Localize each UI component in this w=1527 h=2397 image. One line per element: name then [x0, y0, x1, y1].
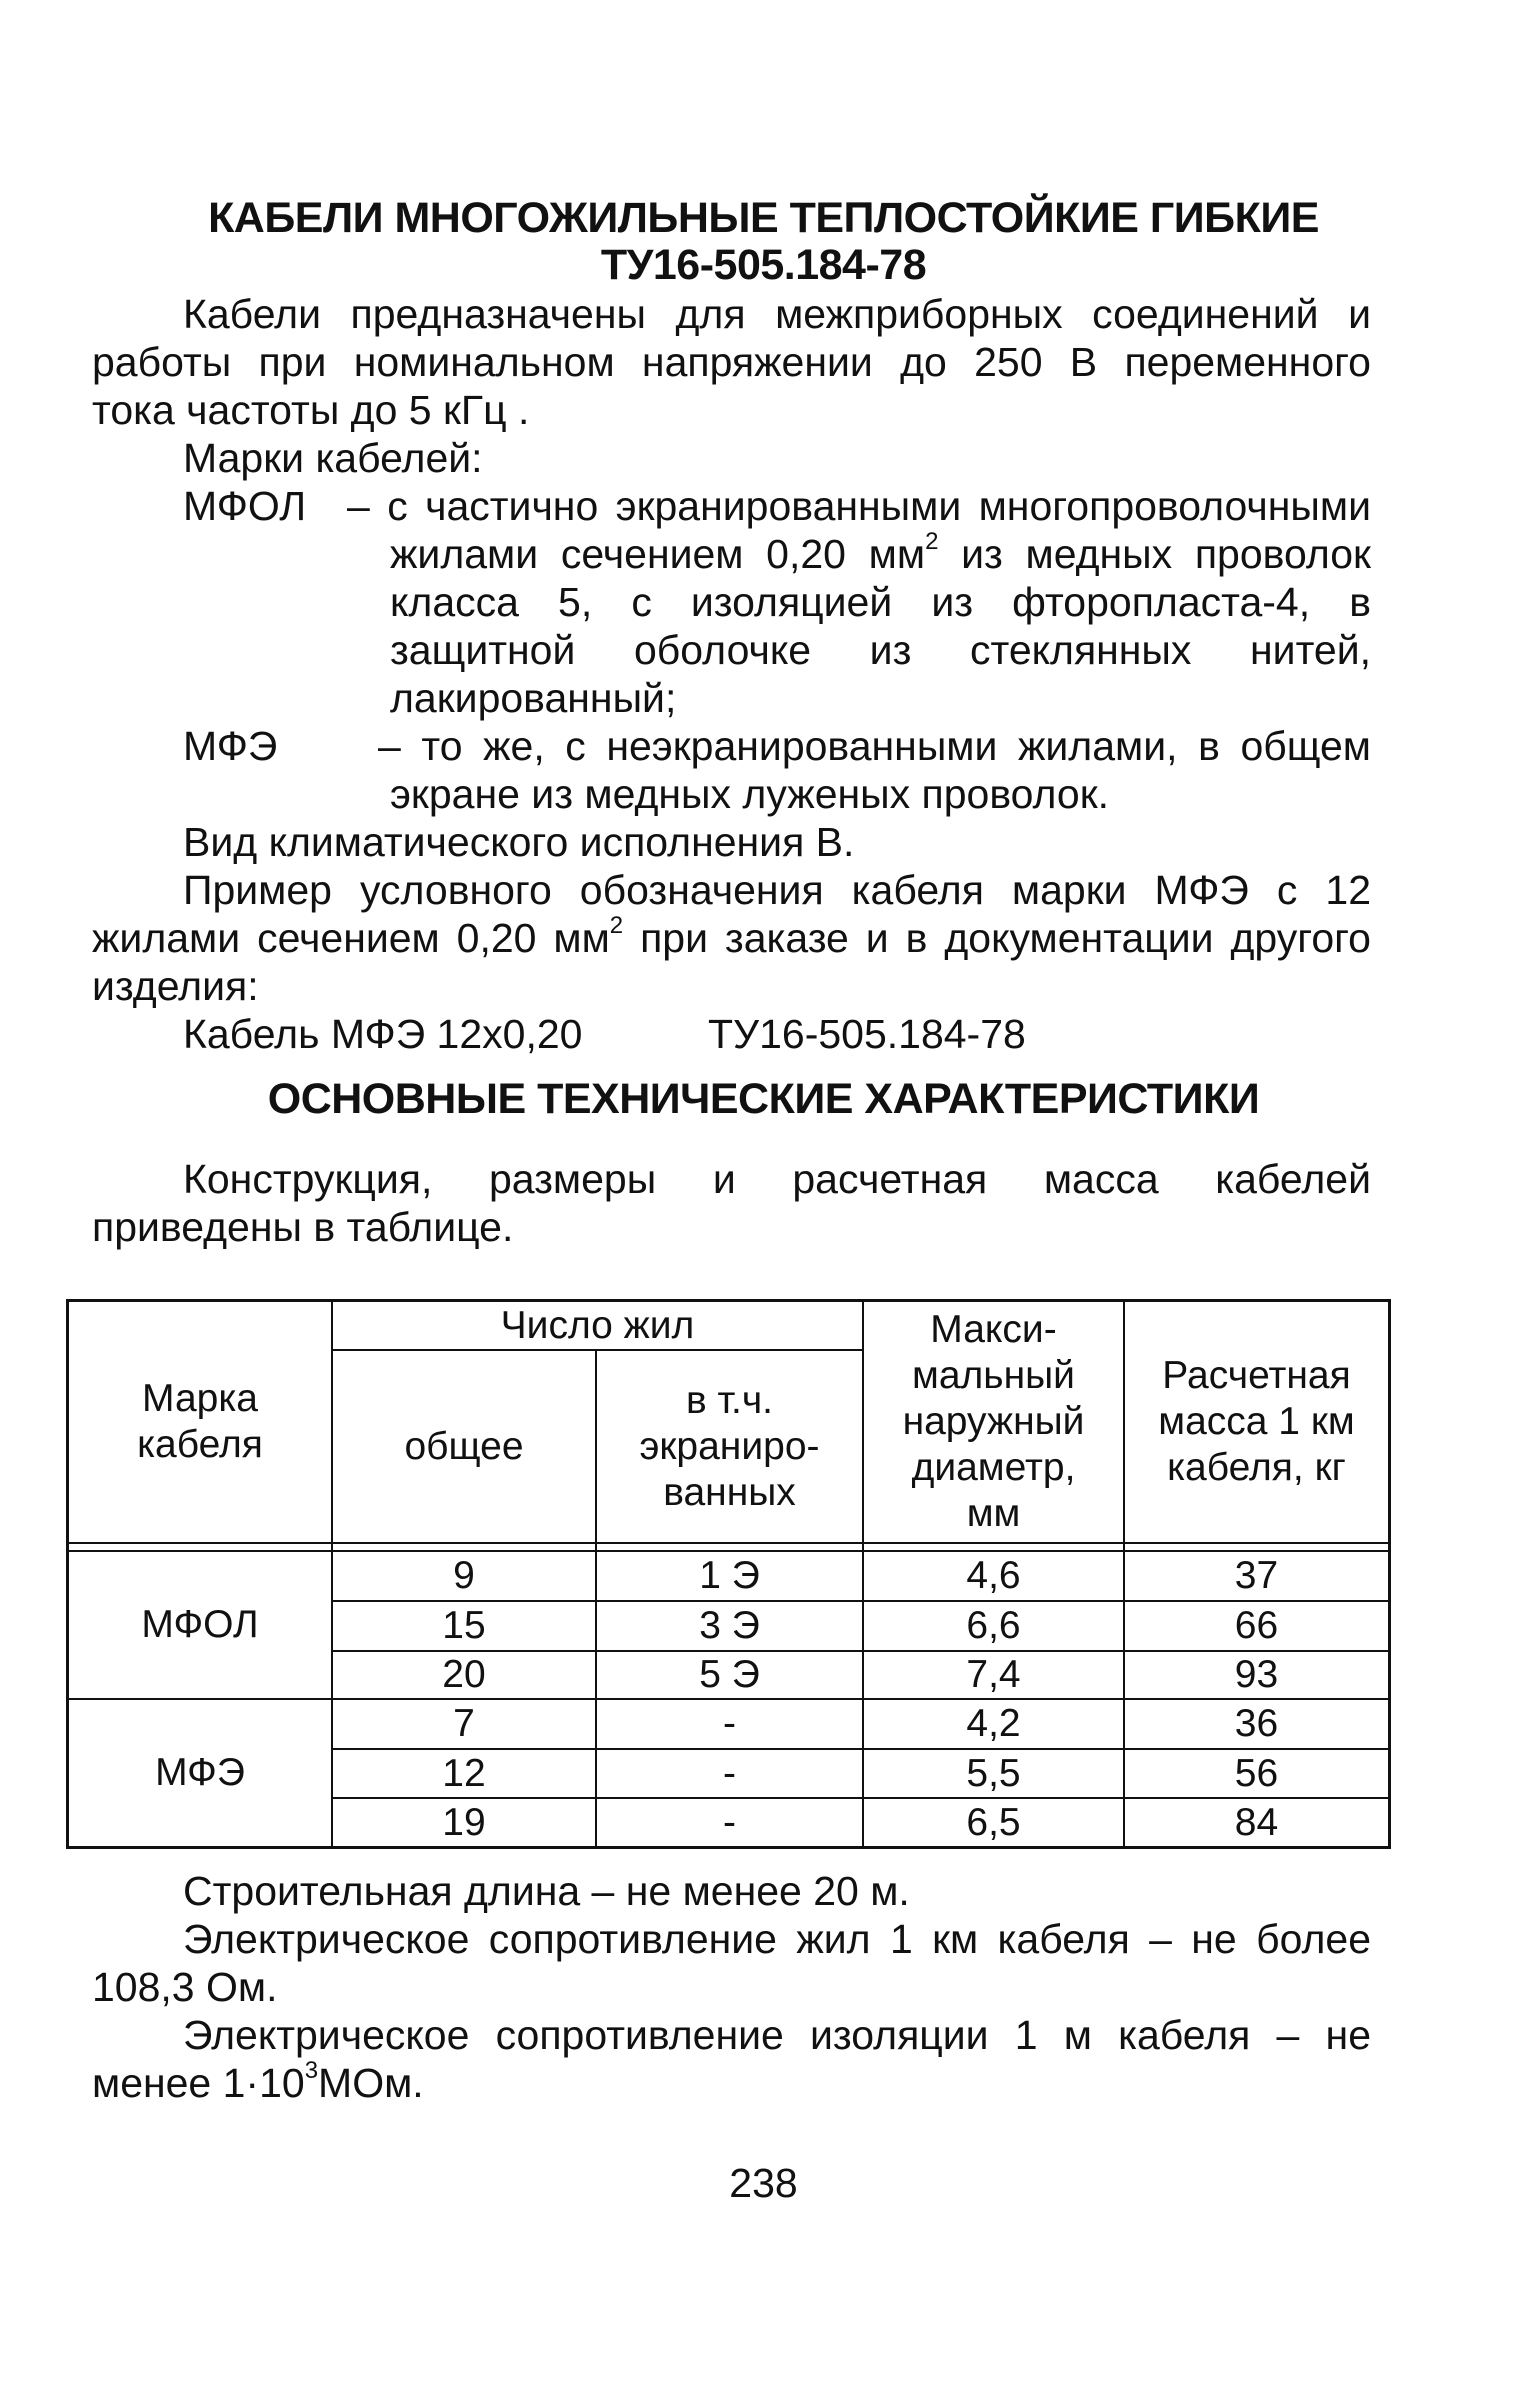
brand-mfe-line-1: – то же, с неэкранированными жилами, в общем	[378, 723, 1371, 769]
header-cores-group: Число жил	[500, 1303, 695, 1347]
cell-mass: 36	[1234, 1702, 1279, 1745]
brand-mfe-line-2: экране из медных луженых проволок.	[390, 771, 1110, 817]
resistance-line-1: Электрическое сопротивление жил 1 км кабеля – не более	[183, 1916, 1371, 1962]
cable-table	[66, 1299, 1391, 1849]
brand-mfol-line-2: жилами сечением 0,20 $мм^2$ из медных проволок	[390, 528, 1371, 577]
cell-screened: 1 Э	[699, 1554, 760, 1597]
example-line-1: Пример условного обозначения кабеля марки МФЭ с 12	[183, 867, 1371, 913]
cell-total: 7	[453, 1702, 475, 1745]
brand-mfe-code: МФЭ	[183, 723, 278, 769]
example-line-2: жилами сечением 0,20 $мм^2$ при заказе и в документации другого	[92, 912, 1371, 961]
table-brand-mfe: МФЭ	[155, 1751, 245, 1794]
header-mass: Расчетная масса 1 км кабеля, кг	[1158, 1354, 1355, 1489]
cell-diameter: 4,6	[966, 1554, 1021, 1597]
cell-mass: 37	[1234, 1554, 1279, 1597]
cell-screened: 3 Э	[699, 1604, 760, 1647]
header-cores-total: общее	[404, 1424, 524, 1468]
insulation-line-1: Электрическое сопротивление изоляции 1 м кабеля – не	[183, 2012, 1371, 2058]
cell-diameter: 6,5	[966, 1800, 1021, 1844]
cell-diameter: 5,5	[966, 1751, 1021, 1795]
brand-mfol-line-5: лакированный;	[390, 675, 677, 721]
climate-text: Вид климатического исполнения В.	[183, 819, 855, 865]
resistance-line-2: 108,3 Ом.	[92, 1964, 278, 2010]
example-spec: ТУ16-505.184-78	[708, 1011, 1026, 1057]
cell-mass: 84	[1234, 1800, 1279, 1844]
cell-screened: -	[723, 1751, 736, 1795]
brands-title: Марки кабелей:	[183, 435, 483, 481]
section-title: ОСНОВНЫЕ ТЕХНИЧЕСКИЕ ХАРАКТЕРИСТИКИ	[267, 1075, 1260, 1123]
cell-diameter: 6,6	[966, 1604, 1021, 1647]
cell-diameter: 7,4	[966, 1653, 1021, 1696]
insulation-line-2: менее $1\cdot 10^3МОм$.	[92, 2057, 424, 2106]
cell-mass: 56	[1234, 1751, 1279, 1795]
doc-title: КАБЕЛИ МНОГОЖИЛЬНЫЕ ТЕПЛОСТОЙКИЕ ГИБКИЕ	[208, 194, 1319, 242]
example-designation: Кабель МФЭ 12х0,20	[183, 1011, 583, 1057]
table-brand-mfol: МФОЛ	[141, 1603, 259, 1646]
cell-total: 20	[442, 1653, 486, 1696]
intro-line-1: Кабели предназначены для межприборных соединений и	[183, 291, 1371, 337]
length-text: Строительная длина – не менее 20 м.	[183, 1868, 910, 1914]
construction-line-2: приведены в таблице.	[92, 1204, 514, 1250]
cell-mass: 93	[1234, 1653, 1279, 1696]
cell-total: 19	[442, 1800, 486, 1844]
cell-total: 12	[442, 1751, 486, 1795]
brand-mfol-line-4: защитной оболочке из стеклянных нитей,	[390, 627, 1371, 673]
cell-screened: -	[723, 1702, 736, 1745]
construction-line-1: Конструкция, размеры и расчетная масса кабелей	[183, 1156, 1371, 1202]
header-brand: Марка кабеля	[137, 1377, 263, 1466]
header-cores-screened: в т.ч. экраниро- ванных	[639, 1378, 820, 1514]
intro-line-2: работы при номинальном напряжении до 250 В переменного	[92, 339, 1371, 385]
brand-mfol-line-3: класса 5, с изоляцией из фторопласта-4, в	[390, 579, 1371, 625]
brand-mfol-code: МФОЛ	[183, 483, 307, 529]
cell-mass: 66	[1234, 1604, 1279, 1647]
cell-diameter: 4,2	[966, 1702, 1021, 1745]
cell-screened: -	[723, 1800, 736, 1844]
brand-mfol-line-1: – с частично экранированными многопроволочными	[347, 483, 1371, 529]
header-diameter: Макси- мальный наружный диаметр, мм	[902, 1308, 1085, 1535]
cell-total: 9	[453, 1554, 475, 1597]
intro-line-3: тока частоты до 5 кГц .	[92, 387, 530, 433]
cell-screened: 5 Э	[699, 1653, 760, 1696]
example-line-3: изделия:	[92, 963, 259, 1009]
cell-total: 15	[442, 1604, 486, 1647]
page-number: 238	[729, 2160, 798, 2206]
doc-spec-number: ТУ16-505.184-78	[600, 241, 927, 289]
